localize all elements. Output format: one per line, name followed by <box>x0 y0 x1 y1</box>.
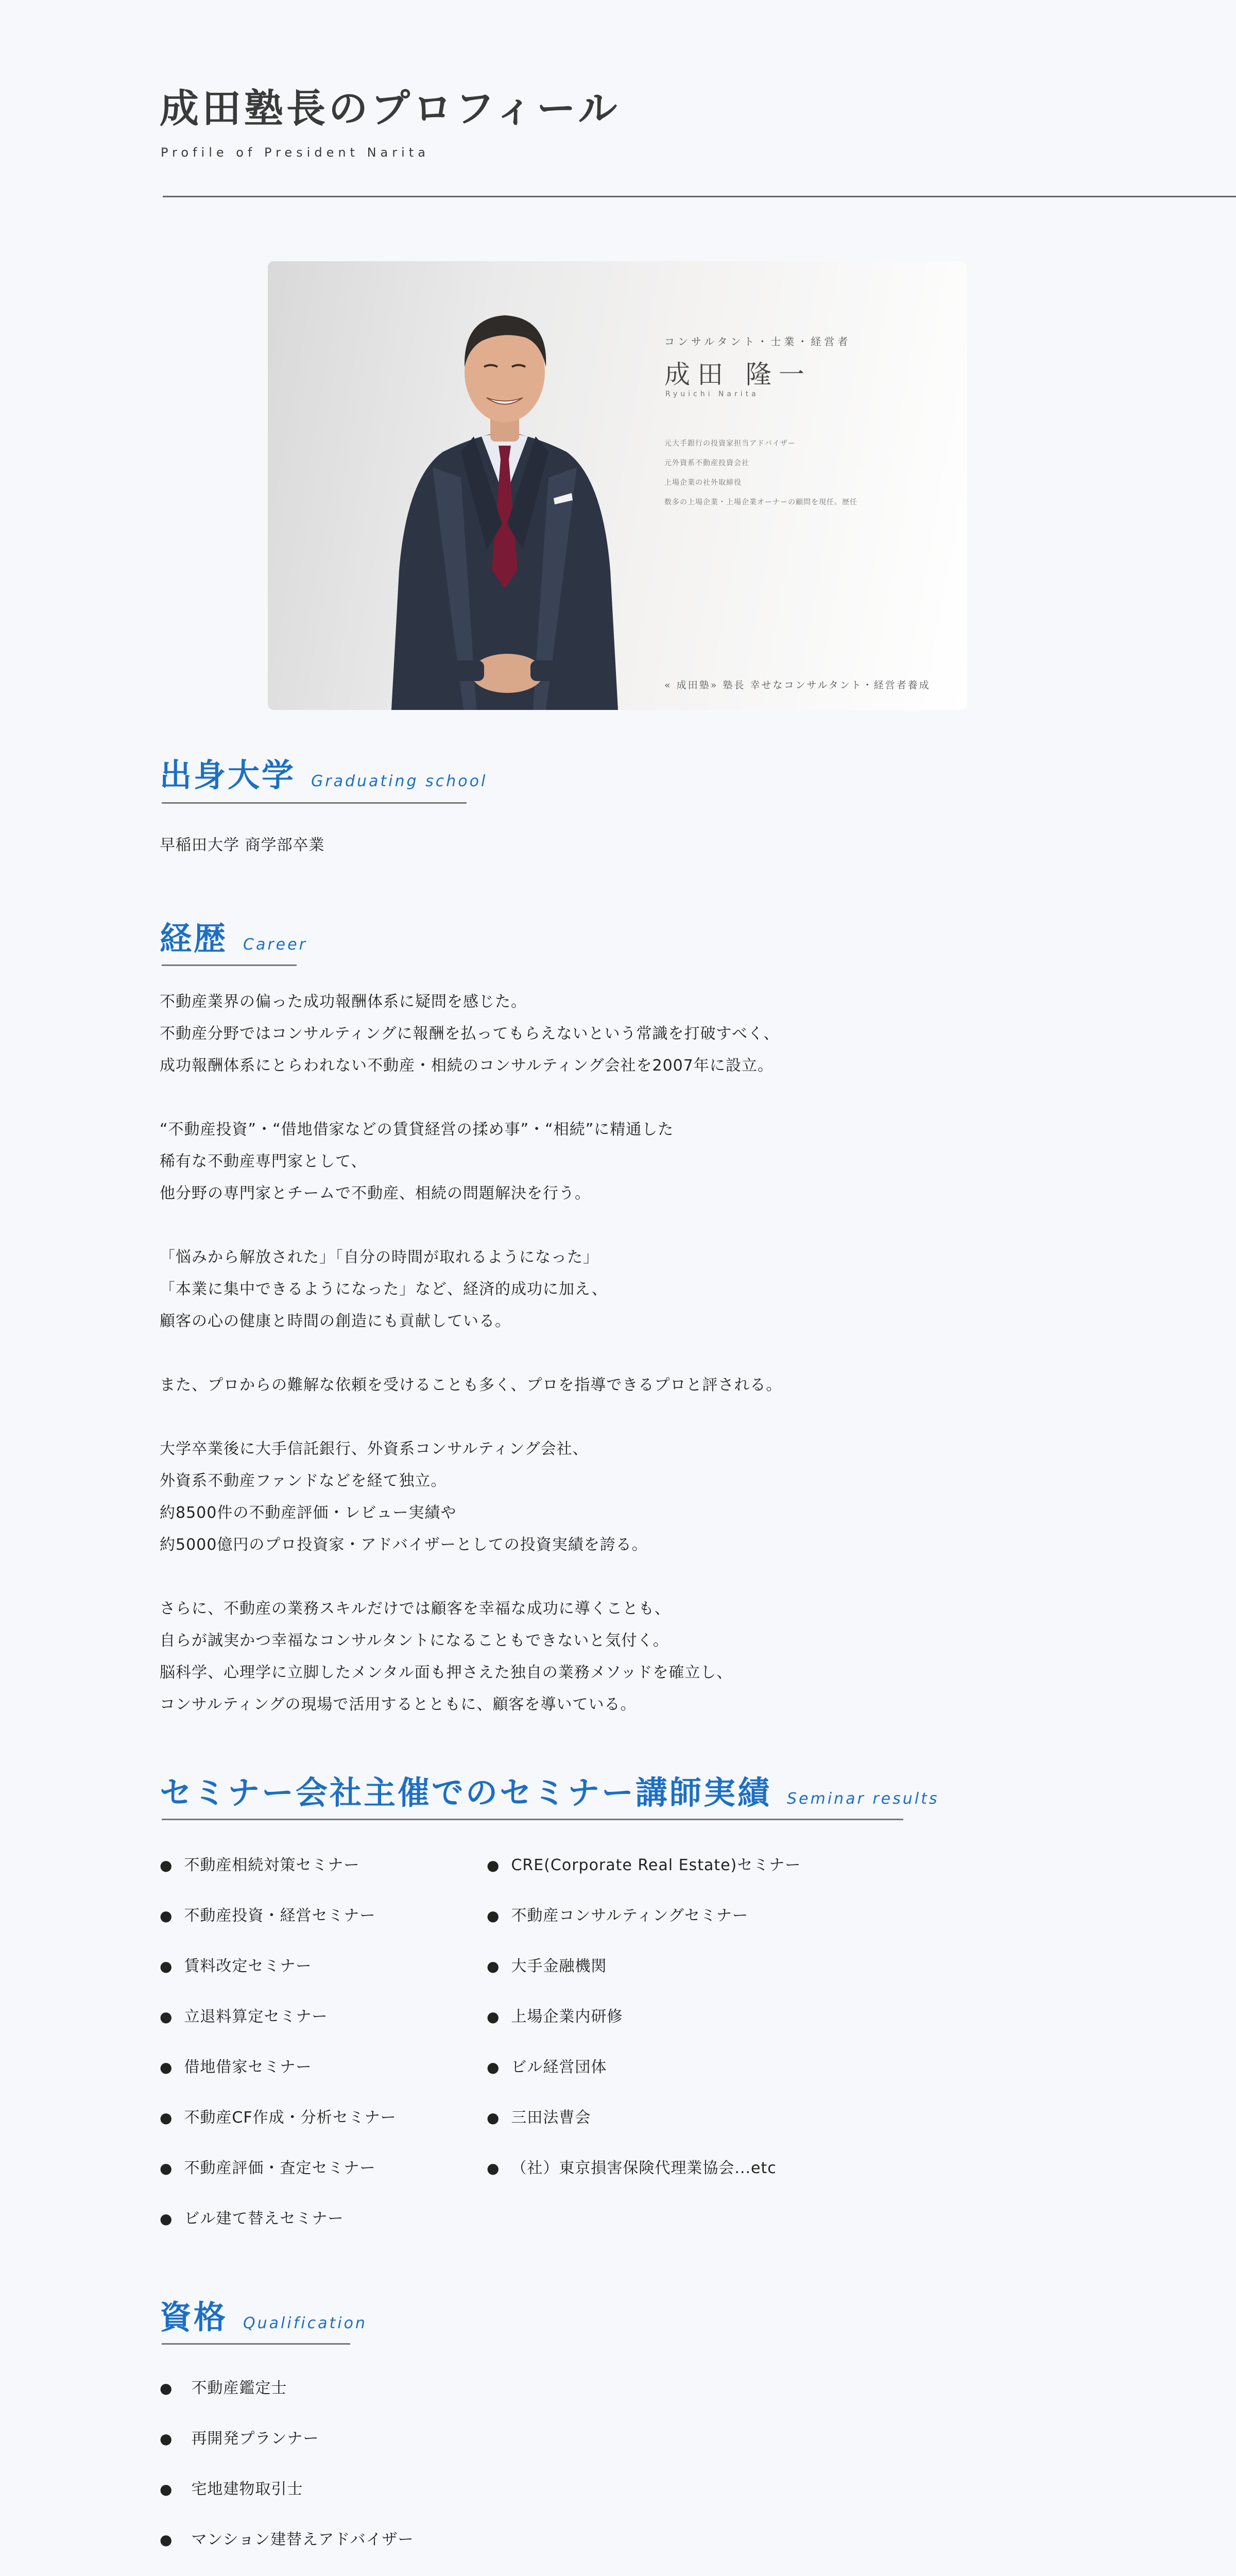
career-line: 大学卒業後に大手信託銀行、外資系コンサルティング会社、 <box>160 1440 589 1458</box>
career-line: 「本業に集中できるようになった」など、経済的成功に加え、 <box>160 1280 608 1298</box>
career-line: 外資系不動産ファンドなどを経て独立。 <box>160 1472 447 1490</box>
career-line: 不動産分野ではコンサルティングに報酬を払ってもらえないという常識を打破すべく、 <box>160 1025 780 1043</box>
career-paragraph <box>160 1369 782 1401</box>
page-subtitle: Profile of President Narita <box>161 145 430 160</box>
seminar-list-left <box>160 1850 397 2253</box>
seminar-list-right <box>487 1850 801 2203</box>
career-line: コンサルティングの現場で活用するとともに、顧客を導いている。 <box>160 1696 637 1714</box>
career-line: 「悩みから解放された」「自分の時間が取れるようになった」 <box>160 1248 599 1266</box>
career-line: さらに、不動産の業務スキルだけでは顧客を幸福な成功に導くことも、 <box>160 1600 671 1618</box>
section-subtitle: Qualification <box>243 2314 367 2332</box>
list-item: ● 不動産鑑定士 <box>160 2372 680 2423</box>
career-paragraph <box>160 1114 782 1210</box>
list-item: ● 大手金融機関 <box>487 1951 801 2001</box>
career-line: 不動産業界の偏った成功報酬体系に疑問を感じた。 <box>160 993 527 1011</box>
career-line: 他分野の専門家とチームで不動産、相続の問題解決を行う。 <box>160 1184 591 1202</box>
career-line: 顧客の心の健康と時間の創造にも貢献している。 <box>160 1312 511 1330</box>
card-tagline: « 成田塾» 塾長 幸せなコンサルタント・経営者養成 <box>664 680 931 691</box>
list-item: ● （社）東京損害保険代理業協会...etc <box>487 2153 801 2203</box>
list-item: ● 不動産CF作成・分析セミナー <box>160 2102 397 2153</box>
card-notes <box>664 434 857 512</box>
career-line: 自らが誠実かつ幸福なコンサルタントになることもできないと気付く。 <box>160 1632 669 1650</box>
qualification-list <box>160 2372 680 2576</box>
card-note: 数多の上場企業・上場企業オーナーの顧問を現任。歴任 <box>664 498 857 506</box>
list-item: ● CRE(Corporate Real Estate)セミナー <box>487 1850 801 1900</box>
list-item: ● ビル経営団体 <box>487 2052 801 2102</box>
list-item: ● 再開発プランナー <box>160 2423 680 2473</box>
section-divider <box>162 1819 903 1820</box>
section-heading-career <box>160 913 307 959</box>
career-line: 約5000億円のプロ投資家・アドバイザーとしての投資実績を誇る。 <box>160 1536 648 1554</box>
career-line: 脳科学、心理学に立脚したメンタル面も押さえた独自の業務メソッドを確立し、 <box>160 1664 733 1682</box>
list-item: ● 三田法曹会 <box>487 2102 801 2153</box>
list-item: ● 立退料算定セミナー <box>160 2001 397 2052</box>
section-title: 資格 <box>160 2298 228 2336</box>
career-paragraph <box>160 1593 782 1721</box>
portrait-photo <box>371 282 639 710</box>
section-divider <box>162 964 297 966</box>
list-item: ● ビル建て替えセミナー <box>160 2203 397 2253</box>
section-divider <box>162 802 467 804</box>
section-subtitle: Seminar results <box>787 1790 939 1808</box>
section-subtitle: Career <box>243 936 307 954</box>
section-title: 出身大学 <box>160 756 296 794</box>
section-heading-seminar <box>160 1767 939 1813</box>
career-line: “不動産投資”・“借地借家などの賃貸経営の揉め事”・“相続”に精通した <box>160 1121 674 1139</box>
career-paragraph <box>160 986 782 1082</box>
list-item: ● 賃料改定セミナー <box>160 1951 397 2001</box>
profile-card <box>268 261 967 710</box>
section-title: セミナー会社主催でのセミナー講師実績 <box>160 1774 772 1811</box>
header-divider <box>163 196 1236 197</box>
section-heading-qualification <box>160 2292 367 2337</box>
card-note: 元外資系不動産投資会社 <box>664 459 749 467</box>
section-heading-graduating-school <box>160 750 487 795</box>
card-role: コンサルタント・士業・経営者 <box>664 335 851 348</box>
list-item: ● 不動産投資・経営セミナー <box>160 1900 397 1951</box>
section-title: 経歴 <box>160 920 228 957</box>
card-name: 成田 隆一 <box>664 360 812 389</box>
list-item: ● 不動産相続対策セミナー <box>160 1850 397 1900</box>
career-line: 稀有な不動産専門家として、 <box>160 1153 367 1171</box>
career-line: また、プロからの難解な依頼を受けることも多く、プロを指導できるプロと評される。 <box>160 1376 782 1394</box>
list-item: ● 不動産評価・査定セミナー <box>160 2153 397 2203</box>
career-line: 約8500件の不動産評価・レビュー実績や <box>160 1504 457 1522</box>
list-item: ● 不動産コンサルティングセミナー <box>487 1900 801 1951</box>
career-paragraph <box>160 1242 782 1337</box>
career-paragraph <box>160 1433 782 1561</box>
section-divider <box>162 2343 350 2345</box>
graduating-school-text: 早稲田大学 商学部卒業 <box>160 836 325 854</box>
list-item: ● 上場企業内研修 <box>487 2001 801 2052</box>
page-title: 成田塾長のプロフィール <box>160 86 621 131</box>
card-name-roman: Ryuichi Narita <box>665 390 759 398</box>
list-item: ● 宅地建物取引士 <box>160 2473 680 2524</box>
career-text <box>160 986 782 1721</box>
card-note: 上場企業の社外取締役 <box>664 479 742 487</box>
card-note: 元大手銀行の投資家担当アドバイザー <box>664 439 796 448</box>
section-subtitle: Graduating school <box>311 772 488 790</box>
career-line: 成功報酬体系にとらわれない不動産・相続のコンサルティング会社を2007年に設立。 <box>160 1057 774 1075</box>
list-item: ● 借地借家セミナー <box>160 2052 397 2102</box>
list-item: ● マンション建替えアドバイザー <box>160 2524 680 2574</box>
